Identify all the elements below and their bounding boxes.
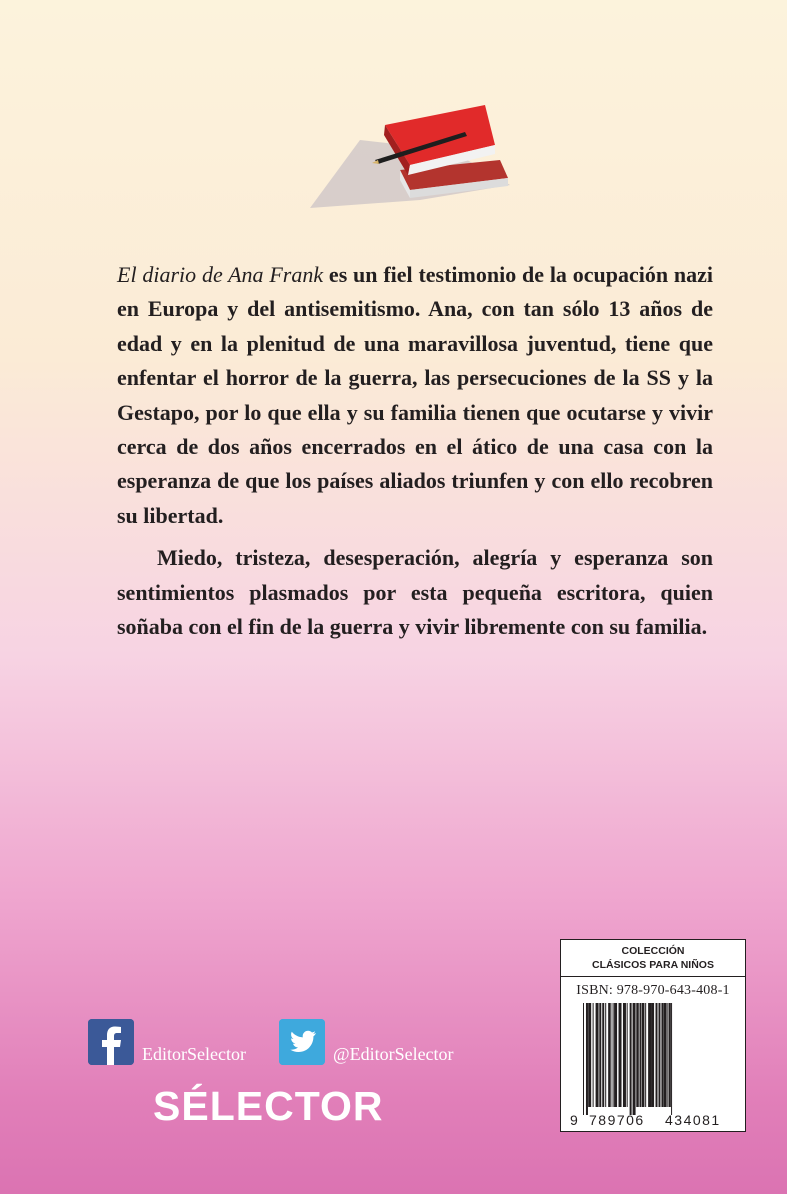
barcode-bar [640,1003,641,1107]
blurb-paragraph-1-text: es un fiel testimonio de la ocupación nazi en Europa y del antisemitismo. Ana, con tan sólo 13 años de edad y en la plenitud de una maravillosa juventud, tiene que enfentar el horror de la guerra, las persecuciones de la SS y la Gestapo, por lo que ella y su familia tienen que ocutarse y vivir cerca de dos años encerrados en el ático de una casa con la esperanza de que los países aliados triunfen y con ello recobren su libertad. [117,262,713,528]
publisher-logo: SÉLECTOR [153,1083,384,1129]
barcode-digits-group-1: 789706 [589,1112,645,1128]
barcode-bar [627,1003,628,1107]
facebook-handle: EditorSelector [142,1044,246,1064]
collection-header [561,940,745,977]
barcode-bar [619,1003,622,1107]
books-and-pen-illustration [300,90,520,220]
barcode-bar [614,1003,617,1107]
isbn-number: ISBN: 978-970-643-408-1 [576,983,730,998]
blurb-paragraph-1 [117,258,713,533]
barcode-bar [596,1003,599,1107]
barcode-bar [667,1003,668,1107]
barcode-bar [661,1003,663,1107]
barcode-digit-left: 9 [570,1112,578,1128]
isbn-box [560,939,746,1132]
barcode-bar [633,1003,636,1115]
barcode-bar [648,1003,651,1107]
book-title: El diario de Ana Frank [117,262,324,287]
blurb-paragraph-2: Miedo, tristeza, desesperación, alegría y esperanza son sentimientos plasmados por esta pequeña escritora, quien soñaba con el fin de la guerra y vivir libremente con su familia. [117,545,713,640]
collection-line-2: CLÁSICOS PARA NIÑOS [592,959,714,971]
twitter-handle: @EditorSelector [333,1044,454,1064]
barcode-digits-group-2: 434081 [665,1112,721,1128]
barcode-bar [605,1003,606,1107]
barcode-bar [602,1003,604,1107]
barcode-bar [669,1003,671,1107]
barcode-bar [588,1003,591,1107]
barcode-bar [664,1003,667,1107]
barcode-bar [641,1003,644,1107]
barcode-bar [608,1003,610,1107]
barcode-bar [645,1003,646,1107]
facebook-icon [88,1019,134,1065]
barcode-bar [651,1003,654,1107]
twitter-link[interactable] [279,1018,454,1065]
barcode-bar [639,1003,640,1107]
barcode-bar [671,1003,672,1115]
barcode-bar [593,1003,594,1107]
barcode-bar [586,1003,588,1115]
barcode-bar [623,1003,626,1107]
barcode-bar [658,1003,660,1107]
barcode-bar [636,1003,638,1107]
back-cover-blurb [117,258,713,644]
barcode-bar [610,1003,611,1107]
barcode [567,1003,741,1129]
twitter-icon [279,1019,325,1065]
barcode-bar [656,1003,658,1107]
barcode-bar [613,1003,614,1107]
barcode-bar [583,1003,584,1115]
barcode-bar [599,1003,601,1107]
collection-line-1: COLECCIÓN [621,945,685,957]
barcode-bar [630,1003,632,1115]
facebook-link[interactable] [88,1018,246,1065]
